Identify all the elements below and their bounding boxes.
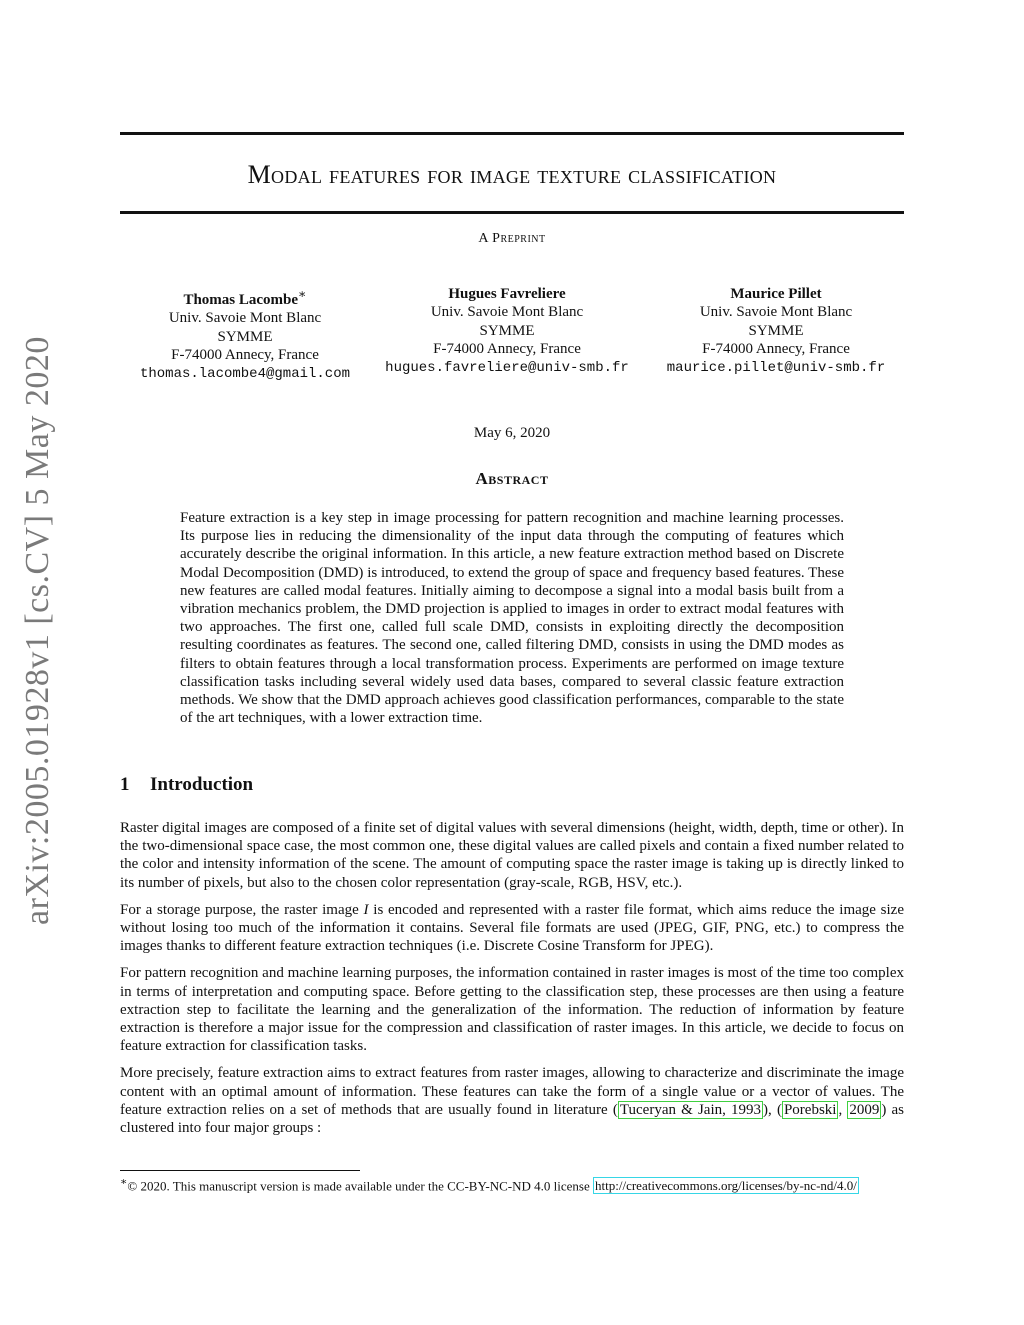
text-run: ) as clustered into four major groups :: [120, 1101, 905, 1137]
author-1: [120, 285, 370, 383]
abstract-text: Feature extraction is a key step in image processing for pattern recognition and machine learning processes. Its purpose lies in reducing the dimensionality of the input data through the computing of features which accurately describe the original information. In this article, a new feature extraction method based on Discrete Modal Decomposition (DMD) is introduced, to extend the group of space and frequency based features. These new features are called modal features. Initially aiming to decompose a signal into a modal basis built from a vibration mechanics problem, the DMD projection is applied to images in order to extract modal features with two approaches. The first one, called full scale DMD, consists in exploiting directly the decomposition resulting coordinates as features. The second one, called filtering DMD, consists in using the DMD modes as filters to obtain features through a local transformation process. Experiments are performed on image texture classification tasks including several widely used data bases, compared to several classic feature extraction methods. We show that the DMD approach achieves good classification performances, comparable to the state of the art techniques, with a lower extraction time.: [180, 510, 844, 727]
citation-link[interactable]: Tuceryan & Jain, 1993: [619, 1101, 762, 1118]
section-number: 1: [120, 774, 130, 795]
text-run: ,: [838, 1101, 848, 1118]
paragraph: Raster digital images are composed of a finite set of digital values with several dimensions (height, width, depth, time or other). In the two-dimensional space case, the most common one, these digital values are called pixels and contain a fixed number related to the color and intensity information of the scene. The amount of computing space the raster image is taking up is directly linked to its number of pixels, but also to the chosen color representation (gray-scale, RGB, HSV, etc.).: [120, 820, 904, 891]
author-affiliation: Univ. Savoie Mont Blanc: [168, 310, 322, 327]
section-title: Introduction: [150, 774, 254, 795]
footnote-mark[interactable]: ∗: [298, 287, 307, 301]
license-link[interactable]: http://creativecommons.org/licenses/by-nc-nd/4.0/: [595, 1178, 857, 1194]
citation-link[interactable]: Porebski: [783, 1101, 837, 1118]
text-run: is encoded and represented with a raster file format, which aims reduce the image size without losing too much of the information it contains. Several file formats are used (JPEG, GIF, PNG, etc.) to compress the images thanks to different feature extraction techniques (i.e. Discrete Cosine Transform for JPEG).: [120, 901, 905, 955]
title-rule-top: [120, 132, 904, 135]
math-symbol: I: [363, 901, 369, 918]
author-address: F-74000 Annecy, France: [433, 341, 581, 358]
text-run: More precisely, feature extraction aims to extract features from raster images, allowing to characterize and discriminate the image content with an optimal amount of information. These features can take the form of a single value or a vector of values. The feature extraction relies on a set of methods that are usually found in literature (: [120, 1065, 904, 1118]
text-run: ), (: [763, 1101, 782, 1118]
author-email[interactable]: thomas.lacombe4@gmail.com: [139, 365, 351, 382]
author-affiliation: Univ. Savoie Mont Blanc: [430, 304, 584, 321]
paragraph: [120, 901, 904, 956]
paragraph: For pattern recognition and machine learning purposes, the information contained in raster images is most of the time too complex in terms of interpretation and computing space. Before getting to the classification step, these processes are then using a feature extraction step to facilitate the learning and the generalization of the information. The reduction of information by feature extraction is therefore a major issue for the compression and classification of raster images. In this article, we decide to focus on feature extraction for classification tasks.: [120, 965, 904, 1055]
section-heading: [120, 774, 253, 796]
author-3: [648, 285, 904, 377]
abstract-heading: Abstract: [475, 469, 549, 488]
author-2: [372, 285, 642, 377]
author-dept: SYMME: [748, 322, 804, 339]
footnote: [120, 1174, 904, 1194]
author-address: F-74000 Annecy, France: [171, 347, 319, 364]
author-name: Thomas Lacombe: [183, 292, 299, 308]
author-dept: SYMME: [479, 322, 535, 339]
author-email[interactable]: maurice.pillet@univ-smb.fr: [666, 359, 886, 376]
author-affiliation: Univ. Savoie Mont Blanc: [699, 304, 853, 321]
author-dept: SYMME: [217, 328, 273, 345]
author-name: Maurice Pillet: [730, 286, 822, 302]
preprint-label: A Preprint: [478, 231, 546, 246]
author-email[interactable]: hugues.favreliere@univ-smb.fr: [385, 359, 629, 376]
footnote-rule: [120, 1170, 360, 1171]
paper-title: Modal features for image texture classification: [247, 160, 777, 189]
citation-link[interactable]: 2009: [849, 1101, 880, 1118]
arxiv-sidebar-stamp: arXiv:2005.01928v1 [cs.CV] 5 May 2020: [19, 336, 56, 925]
footnote-text: © 2020. This manuscript version is made available under the CC-BY-NC-ND 4.0 license: [127, 1178, 594, 1194]
author-name: Hugues Favreliere: [448, 286, 566, 302]
paragraph: [120, 1064, 904, 1137]
author-address: F-74000 Annecy, France: [702, 341, 850, 358]
footnote-mark: ∗: [120, 1176, 128, 1188]
paper-date: May 6, 2020: [473, 425, 551, 441]
title-rule-bottom: [120, 211, 904, 214]
text-run: For a storage purpose, the raster image: [120, 901, 364, 918]
body-text: [120, 819, 904, 1146]
